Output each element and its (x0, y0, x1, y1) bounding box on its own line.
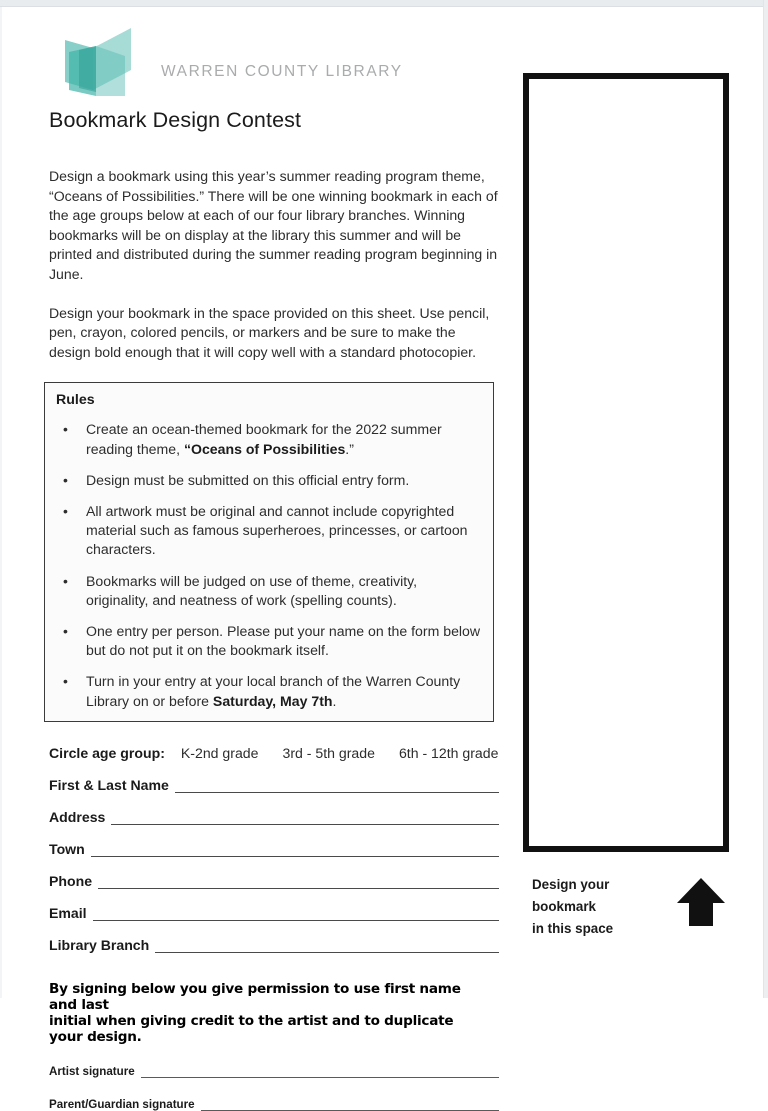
rules-item-text: One entry per person. Please put your name on the form below but do not put it on the bookmark itself. (86, 622, 481, 659)
age-option-k2[interactable]: K-2nd grade (180, 744, 259, 761)
rules-item-text-tail: .” (345, 440, 354, 457)
entry-form-fields (44, 776, 499, 953)
form-field-label: Email (49, 904, 87, 921)
rules-item-text: Create an ocean-themed bookmark for the 2022 summer reading theme, (86, 421, 442, 457)
form-field-input[interactable] (175, 780, 499, 793)
rules-list (54, 420, 481, 710)
document-sheet (2, 8, 763, 1111)
bookmark-caption-line-2: in this space (532, 921, 614, 936)
bookmark-caption-line-1: Design your bookmark (532, 877, 610, 914)
bullet-icon: • (63, 502, 68, 519)
signature-field-label: Artist signature (49, 1064, 135, 1078)
rules-item-emphasis: Saturday, May 7th (212, 692, 333, 709)
form-field-row (49, 840, 499, 857)
form-field-label: First & Last Name (49, 776, 169, 793)
form-field-input[interactable] (111, 812, 499, 825)
rules-list-item (54, 622, 481, 660)
open-book-logo-icon (59, 26, 137, 98)
rules-list-item (54, 420, 481, 458)
signature-fields (44, 1063, 499, 1111)
intro-paragraph-2: Design your bookmark in the space provided on this sheet. Use pencil, pen, crayon, colored pencils, or markers and be sure to make the design bold enough that it will copy well with a standard photocopier. (49, 304, 490, 360)
form-field-label: Phone (49, 872, 93, 889)
age-group-label: Circle age group: (49, 744, 165, 761)
bookmark-drawing-area[interactable] (523, 73, 729, 852)
rules-item-emphasis: “Oceans of Possibilities (183, 440, 346, 457)
rules-item-text: Bookmarks will be judged on use of theme, creativity, originality, and neatness of work (spelling counts). (86, 572, 418, 608)
form-field-row (49, 776, 499, 793)
bullet-icon: • (63, 572, 68, 589)
page-top-edge (0, 0, 768, 7)
rules-item-text: All artwork must be original and cannot include copyrighted material such as famous superheroes, princesses, or cartoon characters. (86, 502, 468, 558)
rules-item-text: Design must be submitted on this official entry form. (86, 471, 410, 488)
age-group-row (44, 745, 499, 761)
form-field-label: Library Branch (49, 936, 150, 953)
bullet-icon: • (63, 673, 68, 690)
signature-field-row (49, 1063, 499, 1078)
form-field-label: Address (49, 808, 106, 825)
form-field-input[interactable] (93, 908, 499, 921)
bookmark-caption-group (532, 874, 732, 934)
rules-list-item (54, 672, 481, 710)
bookmark-caption (532, 874, 662, 940)
document-header (44, 18, 499, 96)
rules-item-text: Turn in your entry at your local branch of the Warren County Library on or before (86, 673, 461, 709)
signature-field-input[interactable] (141, 1067, 499, 1078)
form-field-input[interactable] (155, 940, 499, 953)
signature-field-row (49, 1096, 499, 1111)
form-field-row (49, 904, 499, 921)
brand-name: WARREN COUNTY LIBRARY (161, 63, 403, 80)
form-field-row (49, 808, 499, 825)
age-option-6-12[interactable]: 6th - 12th grade (398, 744, 499, 761)
page-right-edge (763, 0, 768, 998)
form-field-row (49, 872, 499, 889)
intro-paragraph-1: Design a bookmark using this year’s summer reading program theme, “Oceans of Possibilities.” There will be one winning bookmark in each of the age groups below at each of our four library branches. Winning bookmarks will be on display at the library this summer and will be printed and distributed during the summer reading program beginning in June. (49, 168, 498, 282)
rules-box (44, 382, 494, 721)
page-title: Bookmark Design Contest (49, 108, 302, 132)
bullet-icon: • (63, 622, 68, 639)
signature-field-label: Parent/Guardian signature (49, 1097, 195, 1111)
bullet-icon: • (63, 421, 68, 438)
left-content-column (44, 18, 499, 1111)
permission-line-1: By signing below you give permission to use first name and last (49, 980, 461, 1013)
rules-list-item (54, 471, 481, 490)
permission-line-2: initial when giving credit to the artist and to duplicate your design. (49, 1012, 454, 1045)
permission-statement (44, 981, 491, 1045)
age-option-3-5[interactable]: 3rd - 5th grade (282, 744, 375, 761)
signature-field-input[interactable] (201, 1100, 499, 1111)
rules-heading: Rules (56, 392, 95, 409)
arrow-up-icon (675, 876, 727, 928)
form-field-input[interactable] (98, 876, 499, 889)
rules-list-item (54, 572, 481, 610)
rules-list-item (54, 502, 481, 560)
bullet-icon: • (63, 471, 68, 488)
form-field-row (49, 936, 499, 953)
form-field-label: Town (49, 840, 85, 857)
form-field-input[interactable] (91, 844, 499, 857)
rules-item-text-tail: . (332, 692, 337, 709)
